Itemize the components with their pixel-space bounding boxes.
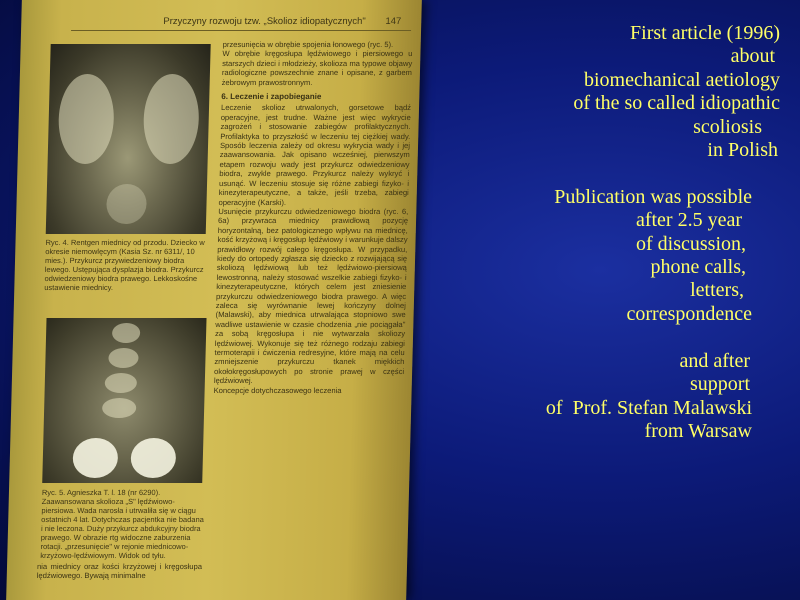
right-column-paragraph-2: Leczenie skolioz utrwalonych, gorsetowe bądź operacyjne, jest trudne. Ważne jest więc wykrycie zagrożeń i stosowanie zabiegów profilaktycznych. Profilaktyka to przyszłość w leczeniu tej ciężkiej wady. Sposób leczenia zależy od okresu wykrycia wady i jej zaawansowania. Jak opisano wcześniej, pierwszym etapem rozwoju wady jest przykurcz odwiedzeniowy biodra, zwykle prawego. Przykurcz należy wykryć i usunąć. W leczeniu stosuje się różne zabiegi fizyko- i kinezyterapeutyczne, a także, jeśli trzeba, zabiegi operacyjne (Karski). [218,103,412,207]
slide-line: about [730,45,780,68]
slide-line: support [690,373,750,396]
slide-line: letters, [690,279,744,302]
page-header [83,8,413,26]
page-header-title: Przyczyny rozwoju tzw. „Skolioz idiopatycznych" [163,16,366,27]
page-number: 147 [385,16,402,27]
slide-line: First article (1996) [630,22,780,44]
slide-line: of Prof. Stefan Malawski [545,396,752,419]
slide-line: of discussion, [636,232,746,255]
slide-spacer [430,326,780,349]
right-column-text [214,40,413,395]
slide-text-block [430,22,780,443]
slide-line: in Polish [707,139,778,162]
slide-line: correspondence [626,302,752,325]
right-column-paragraph-3: Usunięcie przykurczu odwiedzeniowego biodra (ryc. 6, 6a) przywraca miednicy prawidłową pozycję horyzontalną, bez patologicznego wpływu na miednicę, kość krzyżową i kręgosłup lędźwiowy i warunkuje dalszy prawidłowy rozwój całego kręgosłupa. W przypadku, kiedy do ortopedy zgłasza się dziecko z rozwijającą się skoliozą lędźwiową lub też lędźwiowo-piersiową lewostronną, należy stosować wszelkie zabiegi fizyko- i kinezyterapeutyczne, których celem jest zniesienie przykurczu odwiedzeniowego biodra prawego. A więc zaleca się wyrównanie lewej kończyny dolnej (Malawski), aby miednica utrwalająca stopniowo swe wadliwe ustawienie w czasie chodzenia „nie pociągała" za sobą kręgosłupa i nie wytwarzała skoliozy lędźwiowej. Wykonuje się też różnego rodzaju zabiegi termoterapii i ćwiczenia redresyjne, które mają na celu zmniejszenie przykurczu tkanek miękkich okołokręgosłupowych po stronie prawej w części lędźwiowej. [213,206,409,386]
slide-spacer [430,162,780,185]
section-heading: 6. Leczenie i zapobieganie [221,92,322,102]
slide-line: of the so called idiopathic [573,92,780,115]
right-column-intro: przesunięcia w obrębie spojenia łonowego (ryc. 5). [222,40,394,49]
figure-5-caption: Ryc. 5. Agnieszka T. l. 18 (nr 6290). Zaawansowana skolioza „S" lędźwiowo-piersiowa. Wada narosła i utrwaliła się w ciągu ostatnich 4 lat. Dotychczas pacjentka nie badana i nie leczona. Duży przykurcz abdukcyjny biodra prawego. W obrazie rtg widoczne zaburzenia rotacji. „przesunięcie" w rejonie miednicowo-krzyżowo-lędźwiowym. Widok od tyłu. [40,488,204,560]
header-rule [71,30,411,31]
slide-line: scoliosis [693,115,762,138]
slide-line: and after [679,349,750,372]
slide-line: from Warsaw [644,419,752,442]
slide-line: phone calls, [650,256,746,279]
slide-line: Publication was possible [554,185,752,208]
xray-spine-image [42,318,206,483]
left-column-bottom-text [37,562,202,581]
slide-line: biomechanical aetiology [583,68,780,91]
figure-4-caption: Ryc. 4. Rentgen miednicy od przodu. Dziecko w okresie niemowlęcym (Kasia Sz. nr 6311/, 10 mies.). Przykurcz przywiedzeniowy biodra lewego. Ustępująca dysplazja biodra. Przykurcz odwiedzeniowy biodra prawego. Lekkoskośne ustawienie miednicy. [44,238,205,292]
left-column-paragraph: nia miednicy oraz kości krzyżowej i kręgosłupa lędźwiowego. Bywają minimalne [36,562,203,581]
slide-line: after 2.5 year [635,209,742,232]
scanned-article-page [6,0,422,600]
right-column-paragraph-1: W obrębie kręgosłupa lędźwiowego i piersiowego u starszych dzieci i młodzieży, skolioza ma typowe objawy radiologiczne powszechnie znane i opisane, z garbem żebrowym prawostronnym. [221,49,413,87]
xray-pelvis-image [46,44,211,234]
right-column-paragraph-4: Koncepcje dotychczasowego leczenia [213,385,342,395]
